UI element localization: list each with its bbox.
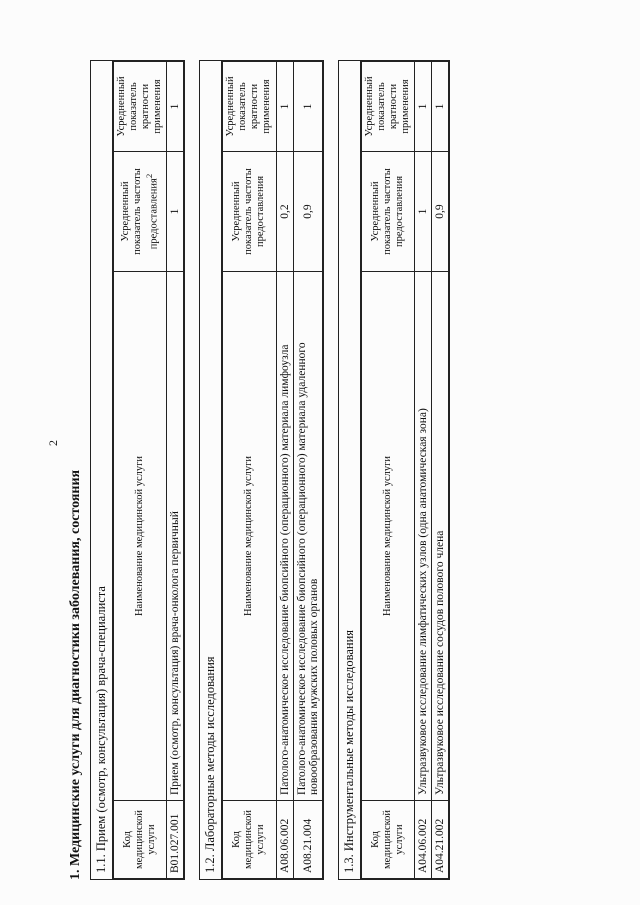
section-title: 1.2. Лабораторные методы исследования — [200, 61, 222, 879]
row-mult: 1 — [414, 62, 431, 152]
row-code: A08.06.002 — [276, 801, 293, 879]
row-name: Прием (осмотр, консультация) врача-онколога первичный — [167, 272, 184, 801]
header-mult: Усредненный показатель кратности применения — [223, 62, 276, 152]
row-freq: 0,9 — [293, 152, 322, 272]
footnote-marker: 2 — [143, 173, 154, 179]
table-row — [276, 62, 293, 879]
page-number: 2 — [46, 440, 60, 446]
section-1-2 — [199, 60, 323, 880]
row-code: B01.027.001 — [167, 801, 184, 879]
services-table — [113, 61, 184, 879]
header-mult: Усредненный показатель кратности применения — [114, 62, 167, 152]
row-code: A08.21.004 — [293, 801, 322, 879]
table-header-row — [223, 62, 276, 879]
row-mult: 1 — [276, 62, 293, 152]
header-freq: Усредненный показатель частоты предоставления — [361, 152, 414, 272]
row-mult: 1 — [167, 62, 184, 152]
row-mult: 1 — [293, 62, 322, 152]
header-name: Наименование медицинской услуги — [114, 272, 167, 801]
row-freq: 1 — [167, 152, 184, 272]
row-mult: 1 — [431, 62, 448, 152]
header-code: Код медицинской услуги — [361, 801, 414, 879]
table-row — [167, 62, 184, 879]
row-name: Патолого-анатомическое исследование биопсийного (операционного) материала лимфоузла — [276, 272, 293, 801]
header-freq: Усредненный показатель частоты предоставления — [223, 152, 276, 272]
header-freq — [114, 152, 167, 272]
services-table — [361, 61, 449, 879]
header-code: Код медицинской услуги — [223, 801, 276, 879]
table-header-row — [114, 62, 167, 879]
header-mult: Усредненный показатель кратности применения — [361, 62, 414, 152]
header-name: Наименование медицинской услуги — [223, 272, 276, 801]
row-freq: 1 — [414, 152, 431, 272]
row-code: A04.06.002 — [414, 801, 431, 879]
header-code: Код медицинской услуги — [114, 801, 167, 879]
header-name: Наименование медицинской услуги — [361, 272, 414, 801]
table-row — [431, 62, 448, 879]
row-name: Ультразвуковое исследование сосудов полового члена — [431, 272, 448, 801]
section-title: 1.1. Прием (осмотр, консультация) врача-специалиста — [91, 61, 113, 879]
section-title: 1.3. Инструментальные методы исследования — [339, 61, 361, 879]
header-freq-text: Усредненный показатель частоты предоставления — [119, 168, 160, 255]
row-freq: 0,9 — [431, 152, 448, 272]
rotated-content — [68, 60, 588, 880]
section-heading: 1. Медицинские услуги для диагностики заболевания, состояния — [68, 469, 83, 880]
row-name: Патолого-анатомическое исследование биопсийного (операционного) материала удаленного новообразования мужских половых органов — [293, 272, 322, 801]
section-1-3 — [338, 60, 450, 880]
table-row — [293, 62, 322, 879]
row-freq: 0,2 — [276, 152, 293, 272]
row-name: Ультразвуковое исследование лимфатических узлов (одна анатомическая зона) — [414, 272, 431, 801]
services-table — [222, 61, 322, 879]
table-row — [414, 62, 431, 879]
section-1-1 — [90, 60, 185, 880]
table-header-row — [361, 62, 414, 879]
row-code: A04.21.002 — [431, 801, 448, 879]
